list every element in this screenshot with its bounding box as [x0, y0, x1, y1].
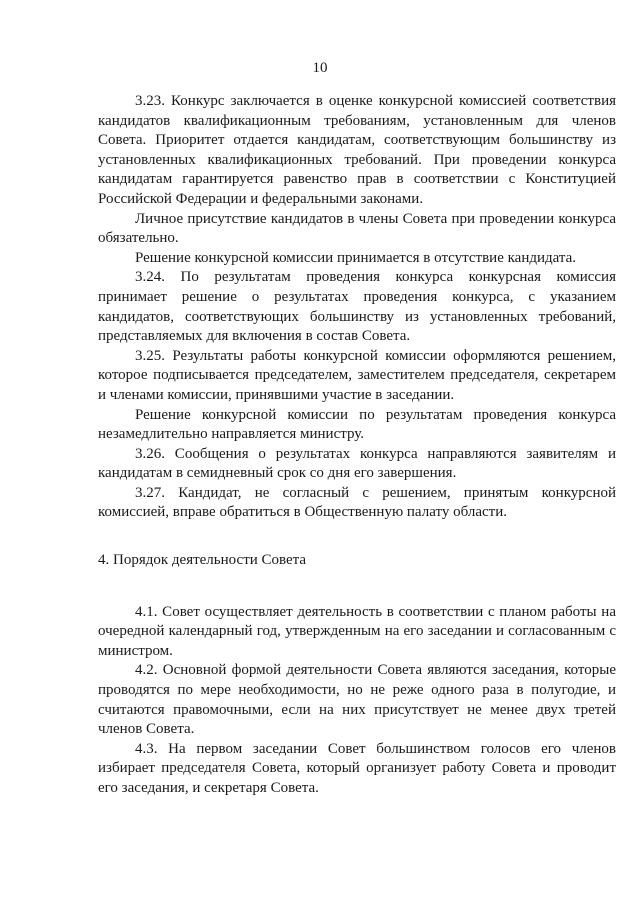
paragraph-4-2: 4.2. Основной формой деятельности Совета являются заседания, которые проводятся по мере необходимости, но не реже одного раза в полугодие, и считаются правомочными, если на них присутствует не менее двух третей членов Совета.	[98, 662, 616, 738]
paragraph-3-25: 3.25. Результаты работы конкурсной комиссии оформляются решением, которое подписывается председателем, заместителем председателя, секретарем и членами комиссии, принявшими участие в заседании.	[98, 347, 616, 403]
section-heading: 4. Порядок деятельности Совета	[98, 552, 307, 569]
paragraph-3-23: 3.23. Конкурс заключается в оценке конкурсной комиссией соответствия кандидатов квалификационным требованиям, установленным для членов Совета. Приоритет отдается кандидатам, соответствующим большинству из установленных квалификационных требований. При проведении конкурса кандидатам гарантируется равенство прав в соответствии с Конституцией Российской Федерации и федеральными законами.	[98, 93, 616, 207]
paragraph-decision-to-minister: Решение конкурсной комиссии по результатам проведения конкурса незамедлительно направляется министру.	[98, 406, 616, 443]
paragraph-4-1: 4.1. Совет осуществляет деятельность в соответствии с планом работы на очередной календарный год, утвержденным на его заседании и согласованным с министром.	[98, 603, 616, 659]
paragraph-3-26: 3.26. Сообщения о результатах конкурса направляются заявителям и кандидатам в семидневный срок со дня его завершения.	[98, 445, 616, 482]
paragraph-3-27: 3.27. Кандидат, не согласный с решением, принятым конкурсной комиссией, вправе обратиться в Общественную палату области.	[98, 484, 616, 521]
paragraph-decision-absence: Решение конкурсной комиссии принимается в отсутствие кандидата.	[135, 249, 577, 266]
paragraph-personal-presence: Личное присутствие кандидатов в члены Совета при проведении конкурса обязательно.	[98, 210, 616, 247]
document-body	[98, 92, 616, 799]
paragraph-4-3: 4.3. На первом заседании Совет большинством голосов его членов избирает председателя Совета, который организует работу Совета и проводит его заседания, и секретаря Совета.	[98, 740, 616, 796]
page-number: 10	[312, 60, 328, 76]
paragraph-3-24: 3.24. По результатам проведения конкурса конкурсная комиссия принимает решение о результатах проведения конкурса, с указанием кандидатов, соответствующих большинству из установленных требований, представляемых для включения в состав Совета.	[98, 269, 616, 345]
